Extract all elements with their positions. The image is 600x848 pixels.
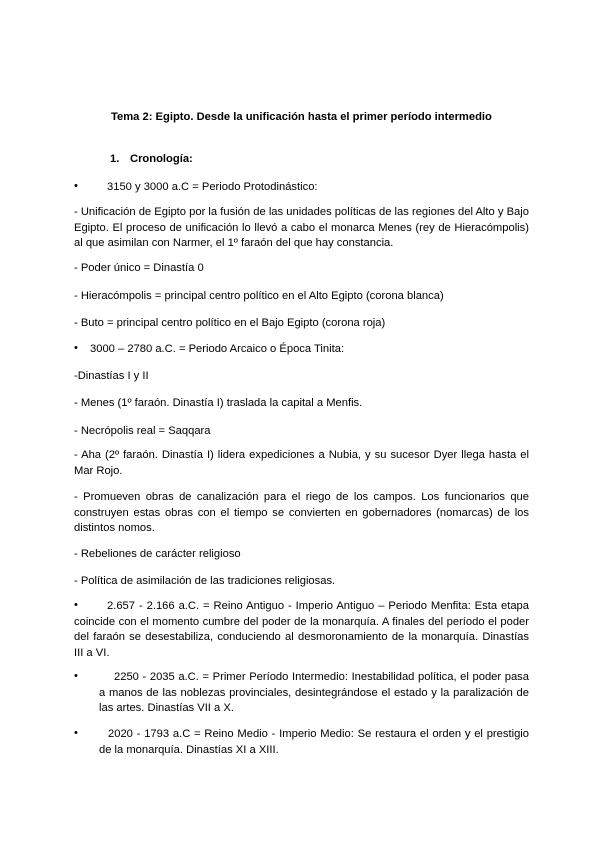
bullet-marker: • (74, 599, 78, 611)
bullet-marker: • (74, 727, 78, 739)
section-number: 1. (110, 153, 120, 165)
paragraph-asimilacion: - Política de asimilación de las tradiciones religiosas. (74, 575, 336, 587)
bullet-item-reino-medio: 2020 - 1793 a.C = Reino Medio - Imperio Medio: Se restaura el orden y el prestigio de la monarquía. Dinastías XI a XIII. (99, 728, 529, 756)
paragraph-aha: - Aha (2º faraón. Dinastía I) lidera expediciones a Nubia, y su sucesor Dyer llega hasta el Mar Rojo. (74, 449, 529, 477)
bullet-marker: • (74, 180, 78, 192)
bullet-item-arcaico: 3000 – 2780 a.C. = Periodo Arcaico o Época Tinita: (90, 343, 345, 355)
paragraph-rebeliones: - Rebeliones de carácter religioso (74, 548, 241, 560)
bullet-item-primer-periodo: 2250 - 2035 a.C. = Primer Período Intermedio: Inestabilidad política, el poder pasa a manos de las noblezas provinciales, desintegrándose el estado y la paralización de las artes. Dinastías VII a X. (99, 671, 529, 715)
paragraph-necropolis: - Necrópolis real = Saqqara (74, 425, 211, 437)
section-title: Cronología: (130, 153, 193, 165)
paragraph-hieracompolis: - Hieracómpolis = principal centro político en el Alto Egipto (corona blanca) (74, 290, 444, 302)
bullet-marker: • (74, 342, 78, 354)
paragraph-dinastia-0: - Poder único = Dinastía 0 (74, 262, 204, 274)
bullet-item-protodinastico: 3150 y 3000 a.C = Periodo Protodinástico: (107, 181, 318, 193)
paragraph-dinastias-i-ii: -Dinastías I y II (74, 370, 149, 382)
paragraph-unificacion: - Unificación de Egipto por la fusión de las unidades políticas de las regiones del Alto y Bajo Egipto. El proceso de unificación lo llevó a cabo el monarca Menes (rey de Hieracómpolis) al que asimilan con Narmer, el 1º faraón del que hay constancia. (74, 206, 529, 250)
document-title: Tema 2: Egipto. Desde la unificación hasta el primer período intermedio (111, 111, 492, 123)
paragraph-buto: - Buto = principal centro político en el Bajo Egipto (corona roja) (74, 317, 386, 329)
bullet-marker: • (74, 670, 78, 682)
bullet-item-reino-antiguo: 2.657 - 2.166 a.C. = Reino Antiguo - Imperio Antiguo – Periodo Menfita: Esta etapa coincide con el momento cumbre del poder de la monarquía. A finales del período el poder del faraón se desestabiliza, conduciendo al desmoronamiento de la monarquía. Dinastías III a VI. (74, 600, 529, 659)
paragraph-canalizacion: - Promueven obras de canalización para el riego de los campos. Los funcionarios que construyen estas obras con el tiempo se convierten en gobernadores (nomarcas) de los distintos nomos. (74, 491, 529, 535)
paragraph-menes: - Menes (1º faraón. Dinastía I) traslada la capital a Menfis. (74, 397, 363, 409)
